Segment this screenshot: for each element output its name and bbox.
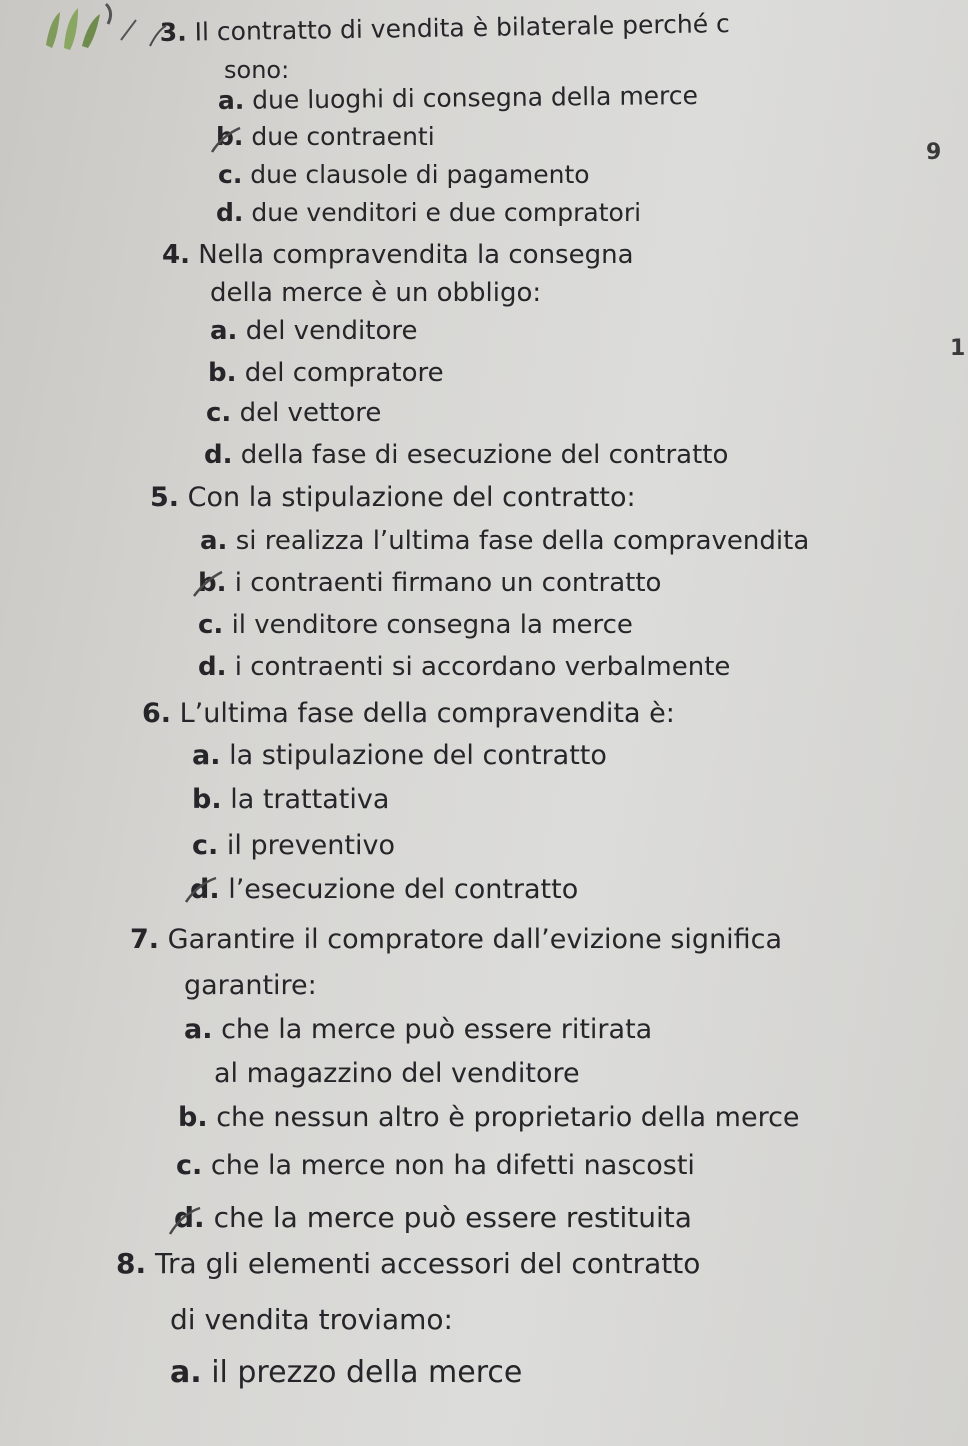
- question-text: Tra gli elementi accessori del contratto: [155, 1247, 701, 1280]
- question-8-option-a: [170, 1355, 523, 1390]
- question-8-line-2: [170, 1303, 453, 1336]
- option-letter: a.: [192, 740, 221, 771]
- question-text: L’ultima fase della compravendita è:: [179, 698, 675, 729]
- question-3-line-2: [224, 58, 289, 82]
- option-text: che la merce può essere restituita: [213, 1201, 692, 1234]
- option-letter: c.: [206, 398, 232, 428]
- option-letter: b.: [208, 358, 237, 388]
- question-5-line-1: [150, 484, 636, 511]
- question-number: 5.: [150, 482, 180, 513]
- option-text: il prezzo della merce: [211, 1355, 523, 1390]
- question-text: Garantire il compratore dall’evizione significa: [167, 924, 783, 955]
- question-number: 3.: [159, 17, 187, 47]
- question-number: 4.: [162, 240, 190, 270]
- question-4-option-d: [204, 442, 728, 468]
- option-text: l’esecuzione del contratto: [228, 874, 579, 905]
- question-4-option-c: [206, 400, 381, 426]
- option-text: della fase di esecuzione del contratto: [240, 440, 729, 470]
- option-letter: b.: [192, 784, 222, 815]
- option-letter: b.: [198, 568, 227, 598]
- option-letter: d.: [204, 440, 233, 470]
- question-5-option-b: [198, 570, 661, 596]
- question-7-option-c: [176, 1152, 695, 1179]
- option-letter: d.: [190, 874, 220, 905]
- option-text: del vettore: [239, 398, 382, 428]
- question-7-line-1: [130, 926, 782, 953]
- option-text: il venditore consegna la merce: [231, 610, 633, 640]
- question-5-option-c: [198, 612, 633, 638]
- question-text: Il contratto di vendita è bilaterale perché c: [194, 9, 730, 47]
- question-6-option-d: [190, 876, 578, 903]
- question-4-line-2: [210, 280, 541, 306]
- question-6-option-c: [192, 832, 395, 859]
- question-7-option-d: [174, 1201, 692, 1234]
- question-6-line-1: [142, 700, 675, 727]
- option-text: due venditori e due compratori: [251, 198, 642, 227]
- question-text: di vendita troviamo:: [170, 1303, 453, 1336]
- option-text: la trattativa: [230, 784, 390, 815]
- option-letter: a.: [217, 85, 245, 115]
- option-text: che la merce non ha difetti nascosti: [210, 1150, 695, 1181]
- question-8-line-1: [116, 1247, 701, 1280]
- margin-score-mark: 1: [950, 336, 966, 361]
- question-text: della merce è un obbligo:: [210, 278, 542, 308]
- question-number: 6.: [142, 698, 172, 729]
- question-text: Nella compravendita la consegna: [198, 240, 634, 270]
- option-letter: b.: [216, 122, 244, 151]
- plant-doodle-icon: [36, 0, 146, 60]
- option-letter: c.: [176, 1150, 203, 1181]
- option-text: due contraenti: [251, 122, 435, 151]
- option-text: i contraenti si accordano verbalmente: [234, 652, 731, 682]
- option-text: del compratore: [244, 358, 444, 388]
- option-letter: c.: [192, 830, 219, 861]
- option-letter: a.: [200, 526, 228, 556]
- option-text: due clausole di pagamento: [250, 160, 590, 189]
- question-7-option-a-continued: [214, 1060, 580, 1087]
- question-number: 8.: [116, 1247, 147, 1280]
- question-5-option-a: [200, 528, 809, 554]
- question-3-line-1: [160, 11, 730, 45]
- question-3-option-c: [218, 162, 590, 187]
- option-letter: d.: [216, 198, 244, 227]
- option-text: che nessun altro è proprietario della merce: [216, 1102, 800, 1133]
- option-letter: d.: [198, 652, 227, 682]
- question-6-option-b: [192, 786, 389, 813]
- question-3-option-a: [217, 80, 699, 115]
- question-4-line-1: [162, 242, 634, 268]
- question-3-option-d: [216, 200, 641, 225]
- option-text: i contraenti firmano un contratto: [234, 568, 662, 598]
- option-letter: a.: [184, 1014, 213, 1045]
- option-letter: c.: [218, 160, 243, 189]
- option-letter: c.: [198, 610, 224, 640]
- option-text: due luoghi di consegna della merce: [252, 80, 699, 115]
- margin-score-mark: 9: [926, 140, 942, 165]
- option-letter: a.: [210, 316, 238, 346]
- question-5-option-d: [198, 654, 730, 680]
- question-6-option-a: [192, 742, 607, 769]
- option-letter: d.: [174, 1201, 205, 1234]
- question-text: sono:: [224, 56, 290, 84]
- option-text: il preventivo: [226, 830, 395, 861]
- question-7-line-2: [184, 972, 317, 999]
- option-letter: a.: [170, 1355, 202, 1390]
- question-7-option-a: [184, 1016, 652, 1043]
- question-text: Con la stipulazione del contratto:: [187, 482, 636, 513]
- question-number: 7.: [130, 924, 160, 955]
- question-7-option-b: [178, 1104, 800, 1131]
- option-text: che la merce può essere ritirata: [221, 1014, 653, 1045]
- option-text: si realizza l’ultima fase della compravendita: [235, 526, 810, 556]
- question-4-option-b: [208, 360, 444, 386]
- option-text: al magazzino del venditore: [214, 1058, 580, 1089]
- question-3-option-b: [216, 124, 435, 149]
- option-text: la stipulazione del contratto: [229, 740, 607, 771]
- question-text: garantire:: [184, 970, 317, 1001]
- option-letter: b.: [178, 1102, 208, 1133]
- option-text: del venditore: [245, 316, 418, 346]
- question-4-option-a: [210, 318, 417, 344]
